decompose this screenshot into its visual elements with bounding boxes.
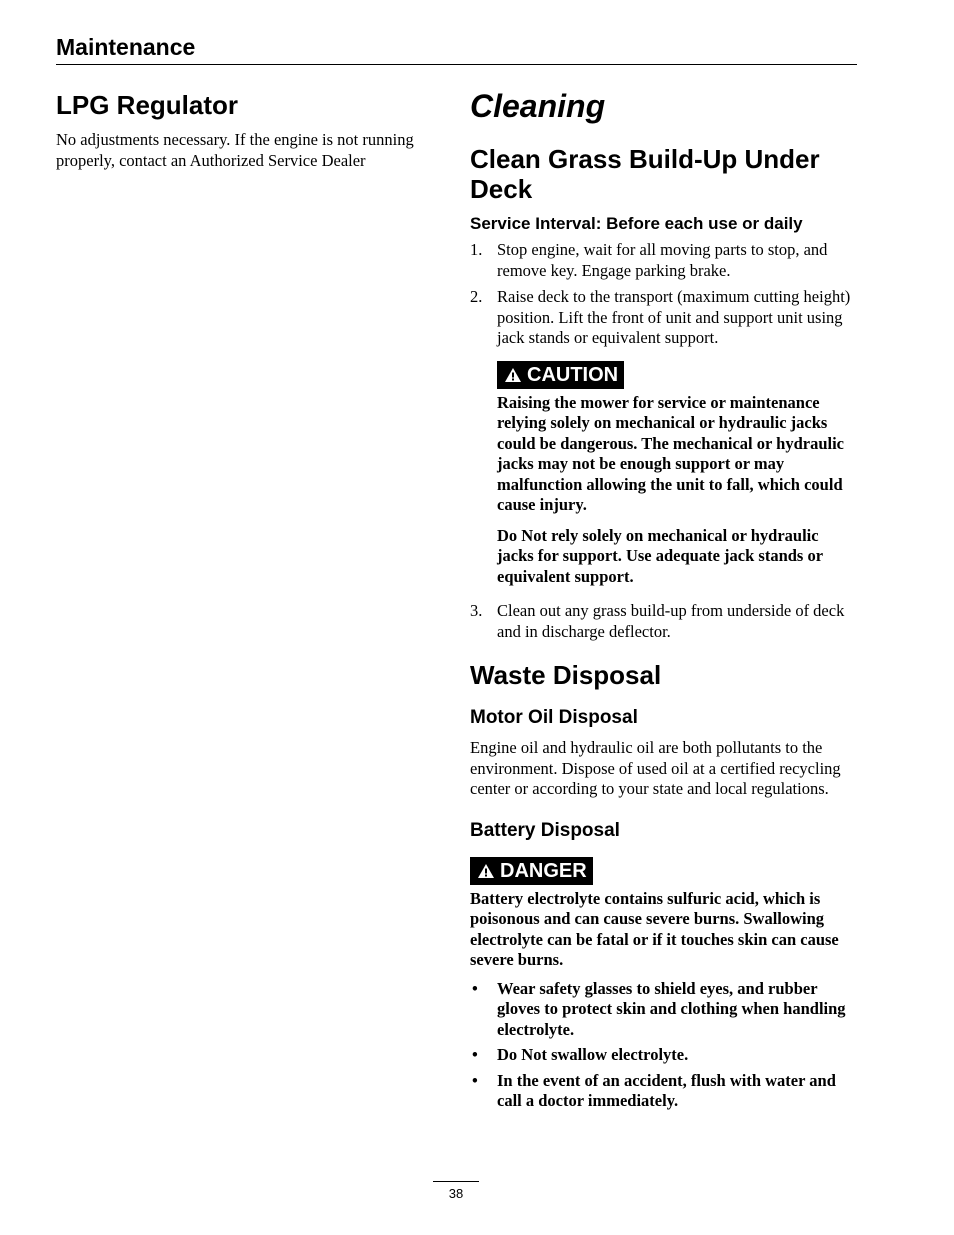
caution-label: CAUTION	[527, 363, 619, 386]
motor-oil-heading: Motor Oil Disposal	[470, 707, 638, 728]
bullet-icon: •	[472, 1070, 478, 1090]
caution-text-2: Do Not rely solely on mechanical or hydraulic jacks for support. Use adequate jack stands or equivalent support.	[497, 525, 823, 586]
step-text: Clean out any grass build-up from underside of deck and in discharge deflector.	[497, 601, 845, 641]
bullet-item	[470, 979, 860, 1041]
bullet-text: In the event of an accident, flush with water and call a doctor immediately.	[497, 1070, 836, 1110]
bullet-item	[470, 1045, 860, 1066]
danger-badge	[470, 857, 593, 885]
clean-grass-heading: Clean Grass Build-Up Under Deck	[470, 144, 820, 204]
warning-triangle-icon	[504, 367, 522, 383]
step-number: 3.	[470, 601, 483, 620]
bullet-item	[470, 1071, 860, 1112]
bullet-icon: •	[472, 1045, 478, 1064]
bullet-icon: •	[472, 978, 478, 998]
bullet-text: Do Not swallow electrolyte.	[497, 1045, 689, 1064]
caution-block	[497, 361, 859, 588]
step-number: 1.	[470, 240, 483, 259]
cleaning-steps-continued	[470, 601, 860, 642]
motor-oil-text: Engine oil and hydraulic oil are both pollutants to the environment. Dispose of used oil at a certified recycling center or according to your state and local regulations.	[470, 738, 841, 798]
header-divider	[56, 64, 857, 65]
page-number: 38	[448, 1186, 464, 1201]
waste-disposal-heading: Waste Disposal	[470, 660, 662, 690]
footer-divider	[433, 1181, 479, 1182]
danger-text: Battery electrolyte contains sulfuric acid, which is poisonous and can cause severe burns. Swallowing electrolyte can be fatal or if it touches skin can cause severe burns.	[470, 888, 839, 969]
step-text: Raise deck to the transport (maximum cutting height) position. Lift the front of unit and support unit using jack stands or equivalent support.	[497, 287, 851, 347]
battery-heading: Battery Disposal	[470, 819, 620, 841]
step-item	[470, 240, 860, 281]
step-item	[470, 287, 860, 349]
lpg-regulator-text: No adjustments necessary. If the engine is not running properly, contact an Authorized Service Dealer	[56, 130, 414, 170]
lpg-regulator-heading: LPG Regulator	[56, 90, 239, 120]
cleaning-heading: Cleaning	[470, 88, 606, 124]
bullet-text: Wear safety glasses to shield eyes, and rubber gloves to protect skin and clothing when handling electrolyte.	[497, 978, 846, 1039]
section-header: Maintenance	[56, 34, 196, 60]
caution-text-1: Raising the mower for service or maintenance relying solely on mechanical or hydraulic jacks could be dangerous. The mechanical or hydraulic jacks may not be enough support or may malfunction allowing the unit to fall, which could cause injury.	[497, 392, 844, 514]
warning-triangle-icon	[477, 863, 495, 879]
danger-block	[470, 857, 860, 1112]
step-item	[470, 601, 860, 642]
danger-label: DANGER	[500, 859, 587, 882]
service-interval: Service Interval: Before each use or daily	[470, 214, 803, 233]
step-text: Stop engine, wait for all moving parts to stop, and remove key. Engage parking brake.	[497, 240, 828, 280]
danger-bullets	[470, 979, 860, 1112]
step-number: 2.	[470, 287, 483, 306]
left-column	[56, 90, 416, 171]
caution-badge	[497, 361, 624, 389]
cleaning-steps	[470, 240, 860, 349]
right-column	[470, 86, 860, 1117]
